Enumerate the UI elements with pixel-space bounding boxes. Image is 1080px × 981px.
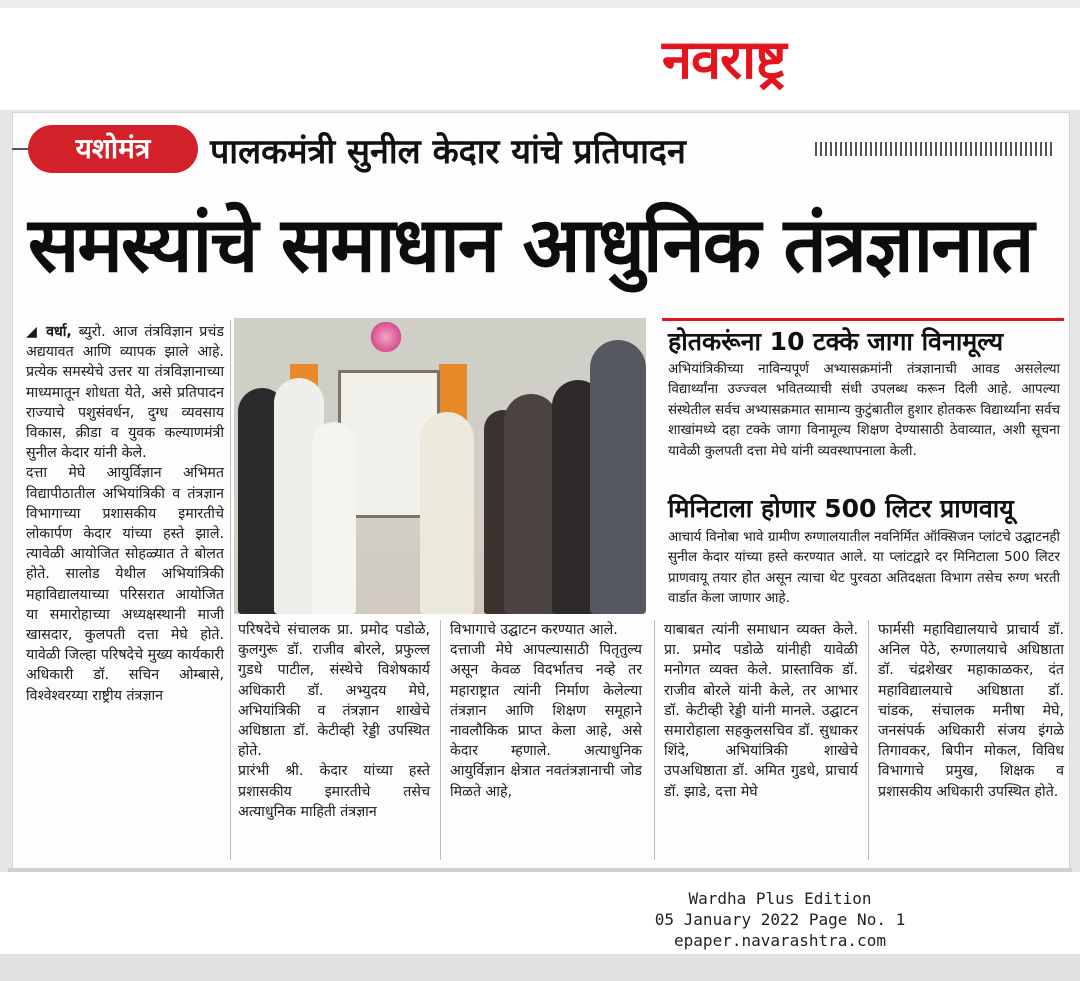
- bottom-band: [0, 954, 1080, 981]
- headline: समस्यांचे समाधान आधुनिक तंत्रज्ञानात: [28, 200, 1033, 289]
- edition-site-link[interactable]: epaper.navarashtra.com: [674, 931, 886, 950]
- paragraph: प्रारंभी श्री. केदार यांच्या हस्ते प्रशासकीय इमारतीचे तसेच अत्याधुनिक माहिती तंत्रज्ञान: [238, 763, 430, 820]
- column-5: [878, 620, 1064, 860]
- paragraph: दत्ता मेघे आयुर्विज्ञान अभिमत विद्यापीठातील अभियांत्रिकी व तंत्रज्ञान विभागाच्या प्रशासकीय इमारतीचे लोकार्पण केदार यांच्या हस्ते झाले. त्यावेळी आयोजित सोहळ्यात ते बोलत होते. सालोड येथील अभियांत्रिकी महाविद्यालयाच्या परिसरात आयोजित या समारोहाच्या अध्यक्षस्थानी माजी खासदार, कुलपती दत्ता मेघे होते. यावेळी जिल्हा परिषदेचे मुख्य कार्यकारी अधिकारी डॉ. सचिन ओम्बासे, विश्वेश्वरय्या राष्ट्रीय तंत्रज्ञान: [26, 465, 224, 704]
- column-divider: [440, 620, 441, 860]
- kicker-heading: पालकमंत्री सुनील केदार यांचे प्रतिपादन: [210, 132, 686, 172]
- masthead: [0, 8, 1080, 110]
- paragraph: विभागाचे उद्घाटन करण्यात आले.: [450, 622, 618, 638]
- paragraph: [26, 322, 224, 463]
- column-3: [450, 620, 642, 860]
- column-1: [26, 322, 224, 858]
- column-divider: [654, 620, 655, 860]
- flower-decoration: [366, 322, 406, 352]
- paragraph: फार्मसी महाविद्यालयाचे प्राचार्य डॉ. अनिल पेठे, रुग्णालयाचे अधिष्ठाता डॉ. चंद्रशेखर महाकाळकर, दंत महाविद्यालयाचे अधिष्ठाता डॉ. चांडक, संचालक मनीषा मेघे, जनसंपर्क अधिकारी संजय इंगळे तिगावकर, बिपीन मोकल, विविध विभागाचे प्रमुख, शिक्षक व प्रशासकीय अधिकारी उपस्थित होते.: [878, 622, 1064, 800]
- edition-info: [560, 888, 1000, 951]
- column-divider: [868, 620, 869, 860]
- subheading-1: होतकरूंना 10 टक्के जागा विनामूल्य: [668, 327, 1004, 356]
- top-band: [0, 0, 1080, 8]
- lead-text: ब्युरो. आज तंत्रविज्ञान प्रचंड अद्ययावत आणि व्यापक झाले आहे. प्रत्येक समस्येचे उत्तर या तंत्रविज्ञानाच्या माध्यमातून शोधता येते, असे प्रतिपादन राज्याचे पशुसंवर्धन, दुग्ध व्यवसाय विकास, क्रीडा व युवक कल्याणमंत्री सुनील केदार यांनी केले.: [26, 324, 224, 462]
- subsection-2-text: आचार्य विनोबा भावे ग्रामीण रुग्णालयातील नवनिर्मित ऑक्सिजन प्लांटचे उद्घाटनही सुनील केदार यांच्या हस्ते करण्यात आले. या प्लांटद्वारे दर मिनिटाला 500 लिटर प्राणवायू तयार होत असून त्याचा थेट पुरवठा अतिदक्षता विभाग तसेच रुग्ण भरती वार्डात केला जाणार आहे.: [668, 530, 1060, 607]
- divider-rule: [12, 148, 28, 150]
- person-figure: [590, 340, 646, 614]
- hatch-decoration: [815, 142, 1055, 156]
- person-figure: [312, 422, 356, 614]
- subsection-1-text: अभियांत्रिकीच्या नाविन्यपूर्ण अभ्यासक्रमांनी तंत्रज्ञानाची आवड असलेल्या विद्यार्थ्यांना उज्ज्वल भवितव्याची संधी उपलब्ध करून दिली आहे. आपल्या संस्थेतील सर्वच अभ्यासक्रमात सामान्य कुटुंबातील हुशार होतकरू विद्यार्थ्यांना सर्वच शाखांमध्ये दहा टक्के जागा विनामूल्य शिक्षण देण्यासाठी ठेवाव्यात, अशी सूचना यावेळी कुलपती दत्ता मेघे यांनी व्यवस्थापनाला केली.: [668, 362, 1061, 459]
- column-2: [238, 620, 430, 860]
- edition-name: Wardha Plus Edition: [688, 889, 872, 908]
- paragraph: दत्ताजी मेघे आपल्यासाठी पितृतुल्य असून केवळ विदर्भातच नव्हे तर महाराष्ट्रात त्यांनी निर्माण केलेल्या तंत्रज्ञान आणि शिक्षण समूहाने नावलौकिक प्राप्त केला आहे, असे केदार म्हणाले. अत्याधुनिक आयुर्विज्ञान क्षेत्रात नवतंत्रज्ञानाची जोड मिळते आहे,: [450, 642, 642, 800]
- paragraph: याबाबत त्यांनी समाधान व्यक्त केले. प्रा. प्रमोद पडोळे यांनीही यावेळी मनोगत व्यक्त केले. प्रास्ताविक डॉ. राजीव बोरले यांनी केले, तर आभार डॉ. केटीव्ही रेड्डी यांनी मानले. उद्घाटन समारोहाला सहकुलसचिव डॉ. सुधाकर शिंदे, अभियांत्रिकी शाखेचे उपअधिष्ठाता डॉ. अमित गुडधे, प्राचार्य डॉ. झाडे, दत्ता मेघे: [664, 622, 858, 800]
- person-figure: [420, 412, 474, 614]
- newspaper-logo[interactable]: नवराष्ट्र: [662, 28, 786, 91]
- column-divider: [230, 320, 231, 860]
- column-4: [664, 620, 858, 860]
- dateline: वर्धा,: [46, 324, 72, 340]
- arrow-icon: ◢: [26, 324, 40, 340]
- section-tag: यशोमंत्र: [28, 125, 198, 173]
- paragraph: परिषदेचे संचालक प्रा. प्रमोद पडोळे, कुलगुरू डॉ. राजीव बोरले, प्रफुल्ल गुडधे पाटील, संस्थेचे विशेषकार्य अधिकारी डॉ. अभ्युदय मेघे, अभियांत्रिकी व तंत्रज्ञान शाखेचे अधिष्ठाता डॉ. केटीव्ही रेड्डी उपस्थित होते.: [238, 622, 430, 760]
- event-photo: [234, 318, 646, 614]
- subheading-2: मिनिटाला होणार 500 लिटर प्राणवायू: [668, 494, 1014, 523]
- person-figure: [504, 394, 558, 614]
- edition-date-page: 05 January 2022 Page No. 1: [654, 910, 906, 929]
